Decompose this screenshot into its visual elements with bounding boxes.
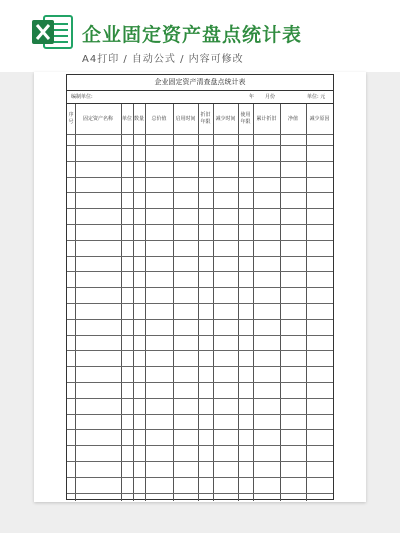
column-header [173, 104, 198, 134]
table-row [67, 398, 333, 399]
column-header [238, 104, 253, 134]
column-header-label: 减少原因 [309, 115, 330, 122]
table-row [67, 145, 333, 146]
column-header-label: 序号 [68, 112, 74, 125]
column-header-label: 总价值 [151, 115, 167, 122]
month-label: 月份 [265, 94, 276, 100]
column-header-label: 单位 [122, 115, 133, 122]
page-title: 企业固定资产盘点统计表 [82, 24, 303, 46]
paper-preview [34, 72, 366, 502]
column-header [67, 104, 75, 134]
column-header [198, 104, 213, 134]
table-row [67, 177, 333, 178]
column-header [213, 104, 238, 134]
table-row [67, 161, 333, 162]
column-header [75, 104, 121, 134]
sheet-title: 企业固定资产清查盘点统计表 [67, 75, 333, 91]
year-label: 年 [249, 94, 255, 100]
column-header-label: 启用时间 [175, 115, 196, 122]
table-row [67, 382, 333, 383]
unit-label: 单位: 元 [307, 94, 326, 100]
column-header-label: 折旧年限 [200, 112, 211, 125]
table-row [67, 429, 333, 430]
column-header-label: 累计折旧 [256, 115, 277, 122]
table-row [67, 493, 333, 494]
column-header-label: 使用年限 [240, 112, 251, 125]
table-row [67, 350, 333, 351]
table-row [67, 240, 333, 241]
table-row [67, 287, 333, 288]
header [0, 0, 400, 72]
column-header-label: 减少时间 [215, 115, 236, 122]
column-header [145, 104, 173, 134]
table-row [67, 366, 333, 367]
column-header [306, 104, 333, 134]
spreadsheet [66, 74, 334, 500]
asset-table [67, 103, 333, 501]
table-row [67, 477, 333, 478]
table-row [67, 192, 333, 193]
table-row [67, 256, 333, 257]
column-header [253, 104, 280, 134]
table-row [67, 461, 333, 462]
table-row [67, 335, 333, 336]
table-row [67, 208, 333, 209]
table-row [67, 271, 333, 272]
table-row [67, 303, 333, 304]
table-row [67, 134, 333, 135]
table-row [67, 445, 333, 446]
table-row [67, 224, 333, 225]
column-header [121, 104, 133, 134]
page-subtitle: A4打印 / 自动公式 / 内容可修改 [82, 54, 244, 65]
column-header [280, 104, 306, 134]
table-row [67, 319, 333, 320]
column-header-label: 净值 [287, 115, 298, 122]
table-row [67, 414, 333, 415]
column-header-label: 固定资产名称 [82, 115, 113, 122]
column-header-label: 数量 [134, 115, 145, 122]
column-header [133, 104, 145, 134]
compiler-label: 编制单位: [71, 94, 93, 100]
excel-icon [30, 12, 74, 52]
